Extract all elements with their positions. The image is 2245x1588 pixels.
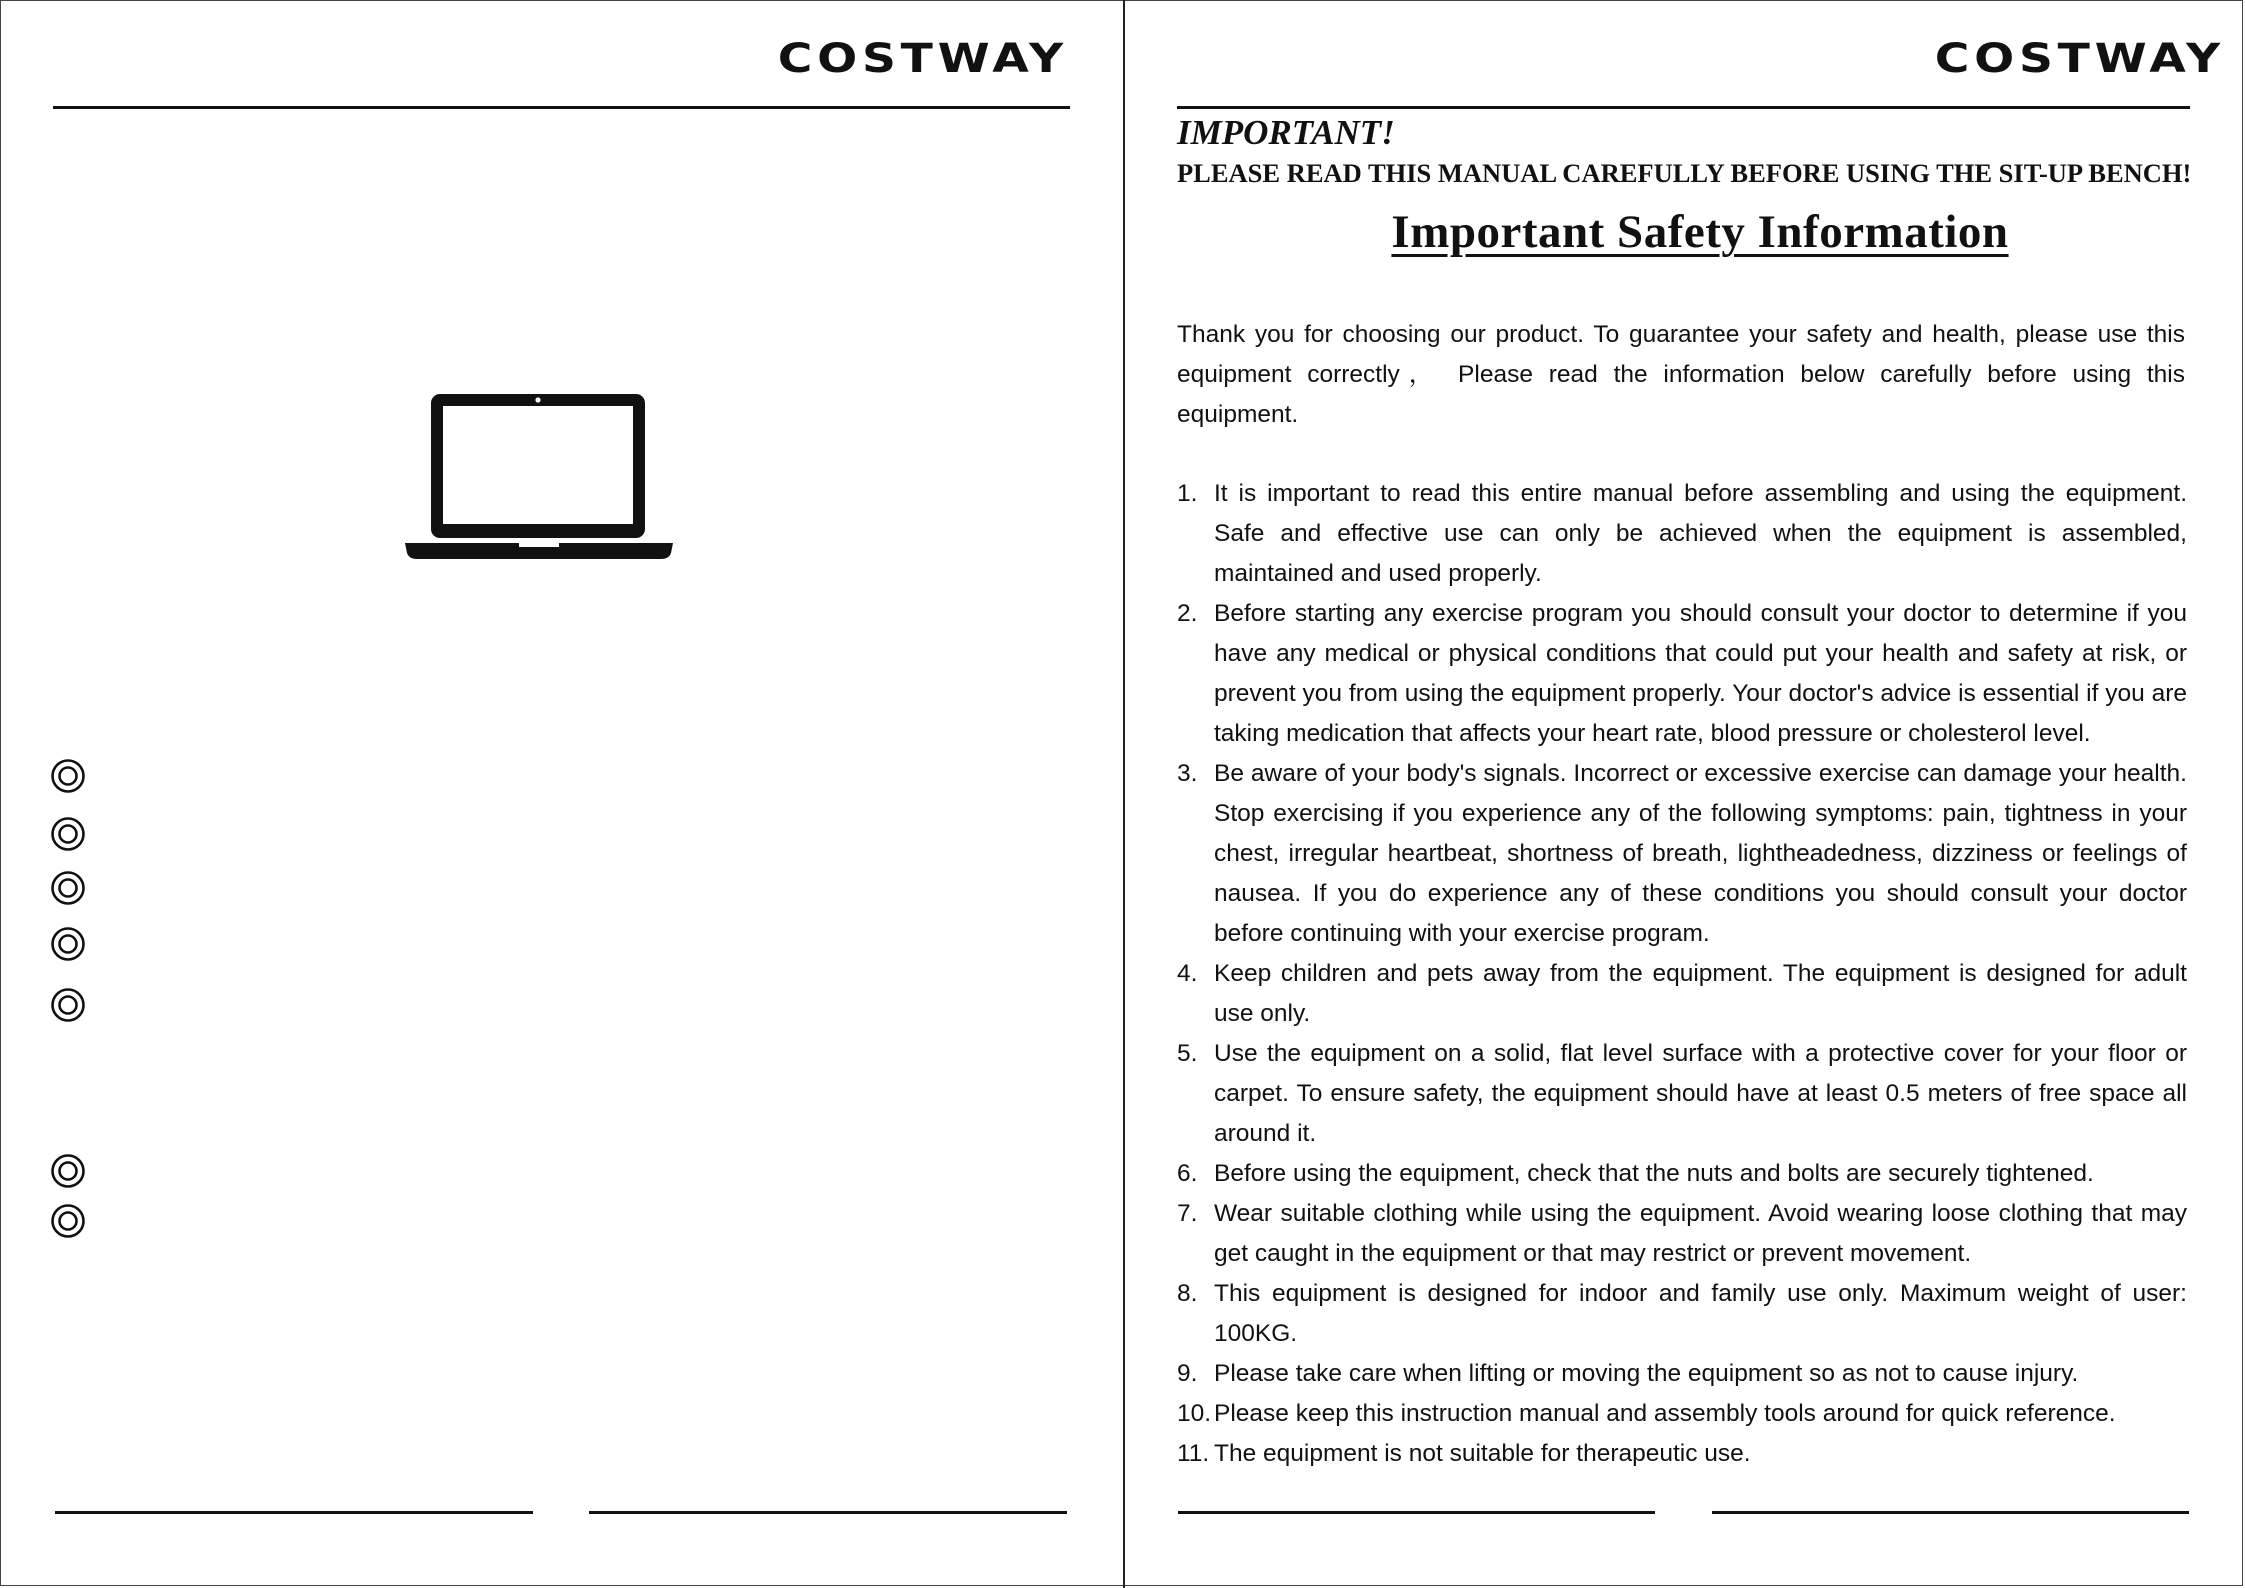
brand-logo: COSTWAY [1934, 36, 2225, 82]
safety-rule-item [1177, 1194, 2187, 1274]
safety-rule-text: Please keep this instruction manual and assembly tools around for quick reference. [1214, 1400, 2116, 1427]
safety-rule-item [1177, 1154, 2187, 1194]
safety-rule-number: 7. [1177, 1200, 1198, 1227]
safety-rule-text: The equipment is not suitable for therapeutic use. [1214, 1440, 1751, 1467]
safety-rule-item [1177, 474, 2187, 594]
safety-rule-text: Be aware of your body's signals. Incorrect or excessive exercise can damage your health. Stop exercising if you experience any of the following symptoms: pain, tightness in your chest, irregular heartbeat, shortness of breath, lightheadedness, dizziness or feelings of nausea. If you do experience any of these conditions you should consult your doctor before continuing with your exercise program. [1214, 760, 2187, 947]
safety-rule-number: 4. [1177, 960, 1198, 987]
important-label: IMPORTANT! [1177, 113, 1395, 152]
footer-rule-right [1712, 1511, 2189, 1514]
footer-rule-left [55, 1511, 533, 1514]
safety-rule-text: Before starting any exercise program you should consult your doctor to determine if you have any medical or physical conditions that could put your health and safety at risk, or prevent you from using the equipment properly. Your doctor's advice is essential if you are taking medication that affects your heart rate, blood pressure or cholesterol level. [1214, 600, 2187, 747]
bullseye-icon [50, 816, 86, 852]
safety-rule-item [1177, 1274, 2187, 1354]
safety-rules-list [1177, 474, 2187, 1474]
intro-paragraph: Thank you for choosing our product. To guarantee your safety and health, please use this equipment correctly， Please read the information below carefully before using this equipment. [1177, 321, 2185, 428]
safety-rule-text: Please take care when lifting or moving the equipment so as not to cause injury. [1214, 1360, 2079, 1387]
safety-rule-number: 5. [1177, 1040, 1198, 1067]
safety-rule-number: 3. [1177, 760, 1198, 787]
section-title: Important Safety Information [1391, 206, 2009, 258]
safety-rule-text: Use the equipment on a solid, flat level surface with a protective cover for your floor or carpet. To ensure safety, the equipment should have at least 0.5 meters of free space all around it. [1214, 1040, 2187, 1147]
safety-rule-number: 8. [1177, 1280, 1198, 1307]
bullseye-icon [50, 870, 86, 906]
safety-rule-number: 11. [1177, 1440, 1210, 1467]
safety-rule-item [1177, 1354, 2187, 1394]
safety-rule-text: It is important to read this entire manual before assembling and using the equipment. Safe and effective use can only be achieved when the equipment is assembled, maintained and used properly. [1214, 480, 2187, 587]
footer-rule-left [1178, 1511, 1655, 1514]
safety-rule-text: Before using the equipment, check that the nuts and bolts are securely tightened. [1214, 1160, 2094, 1187]
safety-rule-number: 6. [1177, 1160, 1198, 1187]
safety-rule-number: 1. [1177, 480, 1198, 507]
read-manual-notice: PLEASE READ THIS MANUAL CAREFULLY BEFORE USING THE SIT-UP BENCH! [1177, 158, 2192, 188]
safety-rule-item [1177, 954, 2187, 1034]
laptop-icon [403, 388, 675, 563]
right-page [1125, 0, 2245, 1588]
bullseye-icon [50, 926, 86, 962]
safety-rule-text: Keep children and pets away from the equipment. The equipment is designed for adult use only. [1214, 960, 2187, 1027]
safety-rule-item [1177, 594, 2187, 754]
safety-rule-item [1177, 1394, 2187, 1434]
footer-rule-right [589, 1511, 1067, 1514]
bullseye-icon [50, 987, 86, 1023]
brand-logo: COSTWAY [777, 36, 1068, 82]
safety-rule-text: Wear suitable clothing while using the equipment. Avoid wearing loose clothing that may get caught in the equipment or that may restrict or prevent movement. [1214, 1200, 2187, 1267]
safety-rule-item [1177, 1434, 2187, 1474]
safety-rule-number: 9. [1177, 1360, 1198, 1387]
header-rule [53, 106, 1070, 109]
safety-rule-item [1177, 754, 2187, 954]
header-rule [1177, 106, 2190, 109]
safety-rule-number: 2. [1177, 600, 1198, 627]
safety-rule-number: 10. [1177, 1400, 1212, 1427]
bullseye-icon [50, 1203, 86, 1239]
bullseye-icon [50, 758, 86, 794]
safety-rule-item [1177, 1034, 2187, 1154]
safety-rule-text: This equipment is designed for indoor and family use only. Maximum weight of user: 100KG. [1214, 1280, 2187, 1347]
bullseye-icon [50, 1153, 86, 1189]
